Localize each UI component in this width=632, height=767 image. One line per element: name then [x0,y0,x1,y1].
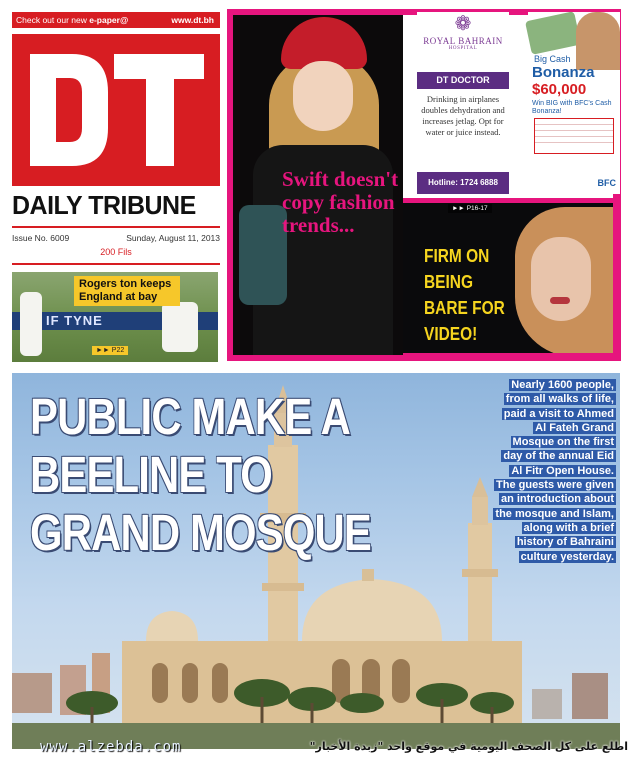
epaper-strip [12,12,220,28]
ad-line2: Bonanza [532,64,595,81]
gaga-lips [550,297,570,304]
issue-date: Sunday, August 11, 2013 [126,233,220,243]
watermark-url[interactable]: www.alzebda.com [40,739,182,755]
gaga-page-tag: ►► P16-17 [448,204,492,213]
hospital-name: ROYAL BAHRAIN [423,36,503,46]
main-blurb-text: Nearly 1600 people, from all walks of life, paid a visit to Ahmed Al Fateh Grand Mosque on the first day of the annual Eid Al Fitr Open House. The guests were given an introduction about the mosque and Islam, along with a brief history of Bahraini culture yesterday. [495,379,614,563]
masthead-rule [12,226,220,228]
ad-line1: Big Cash [534,54,571,64]
ad-amount: $60,000 [532,81,587,98]
stadium-hoarding: IF TYNE [12,312,218,330]
handbag [239,205,287,305]
batsman-figure [20,292,42,356]
epaper-label[interactable]: e-paper@ [89,15,129,25]
rose-icon: ❁ [454,13,472,35]
swift-face [293,61,353,131]
gaga-headline[interactable]: FIRM ON BEING BARE FOR VIDEO! [424,246,505,344]
hotline: Hotline: 1724 6888 [417,172,509,194]
prize-table [534,118,614,154]
royal-bahrain-hospital-logo [417,12,509,70]
main-blurb [492,378,616,564]
gaga-face [531,237,591,321]
issue-row [12,233,220,243]
dt-logo[interactable] [12,34,220,186]
bfc-logo: BFC [597,178,616,188]
bfc-ad[interactable] [528,12,620,194]
price: 200 Fils [100,247,132,257]
ad-tagline: Win BIG with BFC's Cash Bonanza! [532,100,612,115]
main-headline[interactable]: PUBLIC MAKE A BEELINE TO GRAND MOSQUE [30,388,372,561]
price-rule [12,263,220,265]
dt-logo-mark [12,34,220,186]
website-link[interactable]: www.dt.bh [171,15,214,25]
page-pointer-icon: ►► P22 [92,346,128,355]
cricket-teaser[interactable] [12,272,218,362]
watermark-bar [0,736,632,762]
dt-doctor-title: DT DOCTOR [417,72,509,89]
fielder-figure [162,302,198,352]
dt-doctor-box[interactable] [417,12,509,194]
dt-doctor-advice: Drinking in airplanes doubles dehydration and increases jetlag. Opt for water or juice instead. [421,94,505,137]
swift-headline[interactable]: Swift doesn't copy fashion trends... [282,167,399,237]
issue-number: Issue No. 6009 [12,233,70,243]
cash-notes [525,11,581,55]
epaper-prefix: Check out our new [16,15,87,25]
cricket-headline: Rogers ton keeps England at bay [74,276,180,306]
gaga-page-number: P16-17 [466,205,488,212]
watermark-arabic: اطلع على كل الصحف اليومية في موقع واحد "زبدة الأخبار" [309,740,628,753]
paper-name: DAILY TRIBUNE [12,190,196,220]
hospital-sub: HOSPITAL [448,46,478,51]
